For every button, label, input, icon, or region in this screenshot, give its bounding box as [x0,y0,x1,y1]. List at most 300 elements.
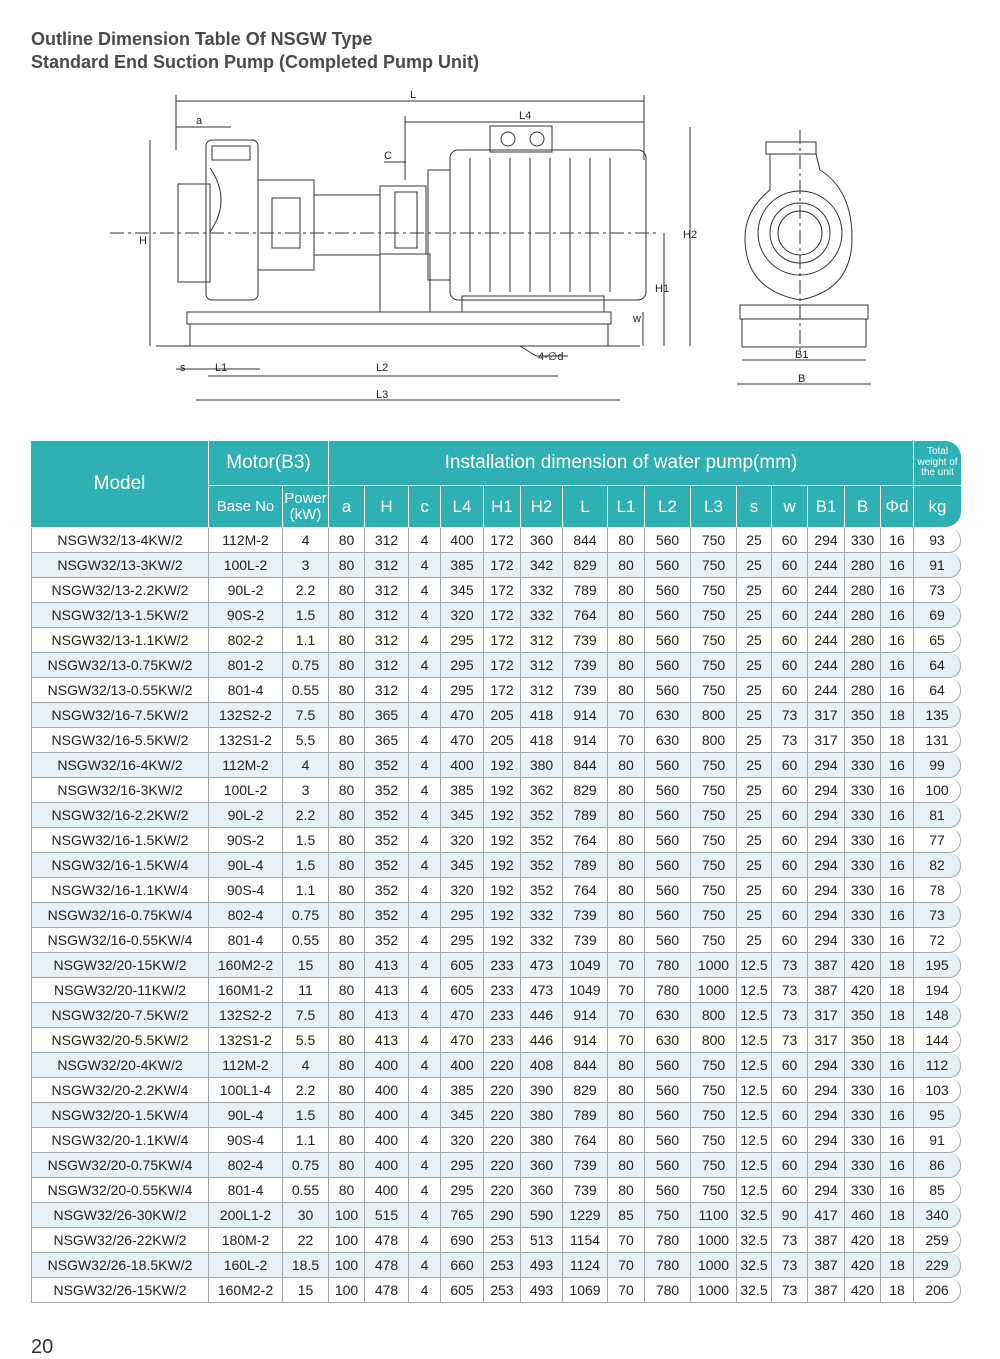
table-cell: 332 [521,903,563,928]
table-cell: 16 [881,1178,914,1203]
table-cell: 80 [329,1003,365,1028]
table-cell: 85 [914,1178,961,1203]
table-cell: 25 [737,878,772,903]
table-cell: 95 [914,1103,961,1128]
table-row [31,553,961,578]
table-cell: 25 [737,903,772,928]
table-cell: 60 [772,553,808,578]
table-row [31,1178,961,1203]
table-row [31,578,961,603]
table-cell: 387 [808,1253,845,1278]
table-cell: 205 [484,703,521,728]
table-cell: 132S2-2 [209,703,283,728]
subheader-col: a [329,486,365,528]
table-cell: 16 [881,753,914,778]
model-cell: NSGW32/20-2.2KW/4 [31,1078,209,1103]
table-cell: 1000 [691,1228,737,1253]
table-cell: 294 [808,528,845,553]
table-cell: 80 [329,728,365,753]
table-cell: 320 [441,603,484,628]
table-cell: 220 [484,1078,521,1103]
table-cell: 80 [329,828,365,853]
table-cell: 25 [737,653,772,678]
table-cell: 560 [645,778,691,803]
table-cell: 220 [484,1153,521,1178]
table-cell: 4 [409,1203,441,1228]
table-cell: 244 [808,603,845,628]
table-cell: 560 [645,1053,691,1078]
table-cell: 560 [645,928,691,953]
table-cell: 780 [645,1228,691,1253]
table-cell: 4 [409,728,441,753]
table-cell: 739 [563,1178,608,1203]
table-cell: 90S-2 [209,828,283,853]
subheader-col: L [563,486,608,528]
table-cell: 60 [772,853,808,878]
table-cell: 100 [329,1203,365,1228]
table-row [31,853,961,878]
table-cell: 73 [772,1278,808,1303]
table-cell: 4 [409,753,441,778]
table-cell: 4 [409,878,441,903]
table-cell: 16 [881,528,914,553]
table-cell: 1000 [691,953,737,978]
table-cell: 590 [521,1203,563,1228]
table-cell: 312 [365,603,409,628]
table-cell: 90L-4 [209,1103,283,1128]
table-cell: 80 [608,853,645,878]
table-cell: 630 [645,1028,691,1053]
table-cell: 312 [365,553,409,578]
table-cell: 420 [845,1228,881,1253]
table-cell: 172 [484,553,521,578]
table-cell: 312 [365,653,409,678]
table-cell: 789 [563,853,608,878]
table-cell: 86 [914,1153,961,1178]
table-cell: 294 [808,1128,845,1153]
table-cell: 418 [521,703,563,728]
table-cell: 350 [845,728,881,753]
table-cell: 25 [737,678,772,703]
table-cell: 192 [484,853,521,878]
table-cell: 560 [645,878,691,903]
table-cell: 64 [914,678,961,703]
table-cell: 750 [691,828,737,853]
table-cell: 60 [772,1053,808,1078]
table-cell: 25 [737,753,772,778]
table-cell: 352 [521,803,563,828]
table-cell: 220 [484,1178,521,1203]
table-cell: 70 [608,703,645,728]
table-cell: 829 [563,1078,608,1103]
table-cell: 80 [329,753,365,778]
dim-H-label: H [139,235,147,247]
model-cell: NSGW32/16-0.55KW/4 [31,928,209,953]
table-cell: 1.5 [283,828,329,853]
table-cell: 294 [808,803,845,828]
table-cell: 750 [691,1153,737,1178]
table-cell: 144 [914,1028,961,1053]
table-cell: 233 [484,978,521,1003]
table-cell: 362 [521,778,563,803]
table-row [31,778,961,803]
table-cell: 1069 [563,1278,608,1303]
table-cell: 385 [441,778,484,803]
table-cell: 914 [563,1003,608,1028]
table-cell: 206 [914,1278,961,1303]
table-cell: 387 [808,1278,845,1303]
table-cell: 764 [563,828,608,853]
table-cell: 330 [845,928,881,953]
table-cell: 605 [441,978,484,1003]
table-cell: 560 [645,628,691,653]
table-cell: 330 [845,853,881,878]
table-cell: 73 [772,1028,808,1053]
table-cell: 80 [329,703,365,728]
table-cell: 1.1 [283,878,329,903]
table-cell: 194 [914,978,961,1003]
table-cell: 4 [409,928,441,953]
table-cell: 560 [645,853,691,878]
dim-B1-label: B1 [795,349,809,361]
table-cell: 365 [365,703,409,728]
table-cell: 1.1 [283,628,329,653]
table-cell: 1.5 [283,1103,329,1128]
table-cell: 387 [808,953,845,978]
table-cell: 80 [329,978,365,1003]
subheader-col: s [737,486,772,528]
table-cell: 32.5 [737,1278,772,1303]
table-cell: 802-4 [209,903,283,928]
table-cell: 360 [521,1178,563,1203]
table-cell: 780 [645,953,691,978]
table-cell: 460 [845,1203,881,1228]
table-cell: 80 [329,1078,365,1103]
model-cell: NSGW32/26-18.5KW/2 [31,1253,209,1278]
table-cell: 400 [365,1153,409,1178]
table-cell: 294 [808,1078,845,1103]
table-cell: 25 [737,628,772,653]
table-cell: 192 [484,778,521,803]
table-cell: 801-4 [209,928,283,953]
table-cell: 780 [645,978,691,1003]
table-cell: 473 [521,978,563,1003]
table-cell: 350 [845,1003,881,1028]
table-cell: 100 [329,1253,365,1278]
table-cell: 16 [881,553,914,578]
table-cell: 800 [691,1003,737,1028]
subheader-col: H1 [484,486,521,528]
table-cell: 73 [914,578,961,603]
table-cell: 739 [563,928,608,953]
dim-L-label: L [410,89,417,101]
table-row [31,1278,961,1303]
table-cell: 739 [563,653,608,678]
table-cell: 387 [808,1228,845,1253]
table-cell: 420 [845,1278,881,1303]
table-cell: 420 [845,953,881,978]
table-cell: 7.5 [283,703,329,728]
subheader-col: kg [914,486,961,528]
table-cell: 764 [563,1128,608,1153]
table-body [31,528,961,1303]
table-cell: 345 [441,578,484,603]
table-cell: 80 [608,803,645,828]
table-cell: 160M1-2 [209,978,283,1003]
table-cell: 295 [441,628,484,653]
table-cell: 70 [608,953,645,978]
table-cell: 750 [691,678,737,703]
table-cell: 0.55 [283,928,329,953]
table-cell: 290 [484,1203,521,1228]
table-cell: 25 [737,553,772,578]
table-cell: 60 [772,1153,808,1178]
table-cell: 408 [521,1053,563,1078]
table-cell: 352 [365,803,409,828]
table-cell: 172 [484,528,521,553]
table-cell: 400 [441,528,484,553]
table-cell: 4 [409,953,441,978]
table-cell: 78 [914,878,961,903]
table-cell: 18 [881,1228,914,1253]
subheader-col: B [845,486,881,528]
table-cell: 18 [881,1028,914,1053]
table-cell: 739 [563,1153,608,1178]
table-cell: 750 [691,553,737,578]
table-cell: 739 [563,678,608,703]
table-cell: 253 [484,1278,521,1303]
table-cell: 1.5 [283,603,329,628]
table-cell: 4 [409,1103,441,1128]
table-cell: 73 [772,1003,808,1028]
table-cell: 132S2-2 [209,1003,283,1028]
table-cell: 317 [808,703,845,728]
table-cell: 352 [365,928,409,953]
table-cell: 180M-2 [209,1228,283,1253]
table-cell: 80 [608,1128,645,1153]
table-cell: 80 [329,953,365,978]
header-motor: Motor(B3) [209,441,329,486]
table-cell: 420 [845,1253,881,1278]
table-cell: 192 [484,903,521,928]
table-cell: 4 [409,1128,441,1153]
table-row [31,1028,961,1053]
table-cell: 80 [329,878,365,903]
table-cell: 829 [563,778,608,803]
table-cell: 25 [737,928,772,953]
table-cell: 750 [691,853,737,878]
table-cell: 25 [737,703,772,728]
dim-w-label: w [633,313,641,325]
table-cell: 345 [441,1103,484,1128]
table-cell: 80 [329,1178,365,1203]
table-cell: 90S-4 [209,878,283,903]
table-cell: 400 [441,1053,484,1078]
table-cell: 380 [521,1103,563,1128]
table-cell: 80 [329,903,365,928]
table-cell: 16 [881,678,914,703]
model-cell: NSGW32/16-1.5KW/4 [31,853,209,878]
table-cell: 80 [608,878,645,903]
model-cell: NSGW32/16-7.5KW/2 [31,703,209,728]
table-cell: 739 [563,903,608,928]
table-row [31,978,961,1003]
table-cell: 4 [409,1278,441,1303]
table-cell: 493 [521,1253,563,1278]
table-cell: 3 [283,778,329,803]
table-cell: 3 [283,553,329,578]
table-cell: 160M2-2 [209,1278,283,1303]
table-cell: 4 [409,1078,441,1103]
table-cell: 420 [845,978,881,1003]
table-cell: 16 [881,653,914,678]
table-cell: 330 [845,1053,881,1078]
table-cell: 172 [484,653,521,678]
table-cell: 135 [914,703,961,728]
table-cell: 1100 [691,1203,737,1228]
table-cell: 413 [365,1028,409,1053]
table-cell: 317 [808,1028,845,1053]
table-cell: 312 [365,678,409,703]
table-cell: 312 [365,578,409,603]
table-cell: 350 [845,1028,881,1053]
table-cell: 4 [409,853,441,878]
table-cell: 560 [645,528,691,553]
table-cell: 60 [772,578,808,603]
subheader-col: Φd [881,486,914,528]
table-cell: 330 [845,1178,881,1203]
table-cell: 295 [441,928,484,953]
table-cell: 4 [409,528,441,553]
model-cell: NSGW32/13-4KW/2 [31,528,209,553]
table-cell: 73 [772,978,808,1003]
table-cell: 352 [365,828,409,853]
table-cell: 70 [608,1253,645,1278]
table-cell: 192 [484,928,521,953]
dim-s-label: s [180,362,186,374]
dim-L1-label: L1 [215,362,228,374]
header-model: Model [31,441,209,528]
table-cell: 352 [365,853,409,878]
table-cell: 103 [914,1078,961,1103]
table-cell: 400 [365,1053,409,1078]
model-cell: NSGW32/16-2.2KW/2 [31,803,209,828]
table-cell: 18 [881,1003,914,1028]
table-cell: 233 [484,1028,521,1053]
table-cell: 0.75 [283,653,329,678]
table-cell: 295 [441,903,484,928]
table-cell: 60 [772,528,808,553]
table-cell: 1000 [691,1278,737,1303]
dimension-table [31,441,961,1303]
table-cell: 750 [691,1078,737,1103]
table-cell: 4 [409,778,441,803]
table-cell: 295 [441,653,484,678]
table-cell: 80 [608,553,645,578]
table-cell: 750 [691,653,737,678]
table-cell: 220 [484,1128,521,1153]
table-cell: 294 [808,878,845,903]
dim-H2-label: H2 [683,229,698,241]
table-cell: 330 [845,753,881,778]
table-cell: 560 [645,1078,691,1103]
table-cell: 100L-2 [209,553,283,578]
table-cell: 513 [521,1228,563,1253]
table-cell: 65 [914,628,961,653]
table-cell: 18.5 [283,1253,329,1278]
table-cell: 360 [521,528,563,553]
table-cell: 413 [365,978,409,1003]
table-cell: 25 [737,778,772,803]
table-cell: 560 [645,903,691,928]
model-cell: NSGW32/20-15KW/2 [31,953,209,978]
table-cell: 294 [808,778,845,803]
table-cell: 25 [737,828,772,853]
table-cell: 18 [881,1278,914,1303]
table-cell: 4 [409,1228,441,1253]
model-cell: NSGW32/16-1.1KW/4 [31,878,209,903]
table-cell: 560 [645,653,691,678]
table-cell: 802-4 [209,1153,283,1178]
table-cell: 317 [808,1003,845,1028]
table-cell: 32.5 [737,1253,772,1278]
model-cell: NSGW32/16-5.5KW/2 [31,728,209,753]
table-cell: 844 [563,528,608,553]
table-cell: 69 [914,603,961,628]
table-cell: 470 [441,703,484,728]
table-cell: 259 [914,1228,961,1253]
table-cell: 80 [329,603,365,628]
table-cell: 205 [484,728,521,753]
table-cell: 4 [409,678,441,703]
table-cell: 352 [521,878,563,903]
table-cell: 60 [772,678,808,703]
table-cell: 80 [329,578,365,603]
table-cell: 332 [521,603,563,628]
table-cell: 7.5 [283,1003,329,1028]
table-cell: 80 [329,1153,365,1178]
table-cell: 15 [283,1278,329,1303]
table-cell: 18 [881,703,914,728]
table-cell: 80 [329,628,365,653]
table-cell: 312 [365,628,409,653]
table-cell: 350 [845,703,881,728]
table-cell: 750 [691,603,737,628]
table-cell: 80 [608,778,645,803]
table-cell: 192 [484,803,521,828]
table-cell: 90S-4 [209,1128,283,1153]
table-cell: 914 [563,1028,608,1053]
table-cell: 60 [772,828,808,853]
table-cell: 172 [484,603,521,628]
table-cell: 16 [881,1103,914,1128]
table-cell: 60 [772,1078,808,1103]
table-cell: 294 [808,853,845,878]
table-cell: 80 [608,1178,645,1203]
table-cell: 80 [608,653,645,678]
table-row [31,1228,961,1253]
dim-C-label: C [384,150,392,162]
table-cell: 77 [914,828,961,853]
table-cell: 560 [645,803,691,828]
table-cell: 60 [772,1128,808,1153]
model-cell: NSGW32/20-0.75KW/4 [31,1153,209,1178]
table-cell: 90 [772,1203,808,1228]
table-cell: 750 [691,878,737,903]
table-cell: 192 [484,878,521,903]
table-cell: 750 [691,578,737,603]
model-cell: NSGW32/20-5.5KW/2 [31,1028,209,1053]
